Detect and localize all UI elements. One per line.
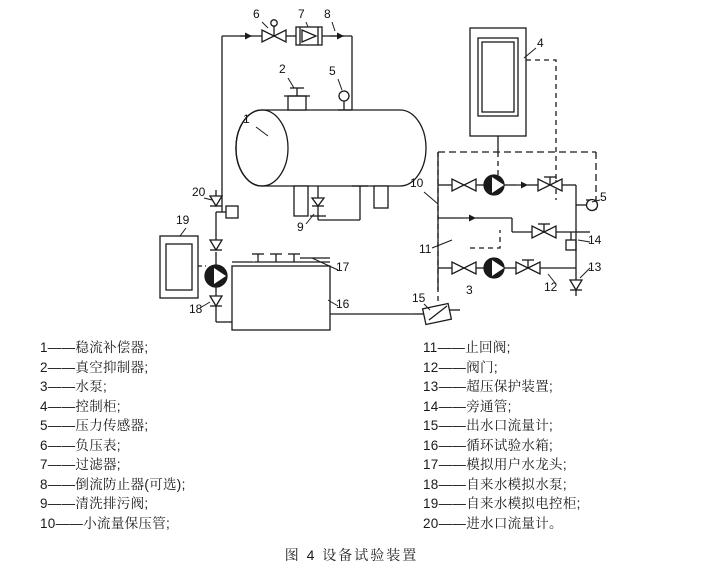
simulated-user-taps-17 (232, 254, 330, 262)
legend-item: 18——自来水模拟水泵; (423, 476, 567, 492)
legend-item: 7——过滤器; (40, 457, 121, 472)
bypass-fitting (566, 240, 576, 250)
callout-2: 2 (279, 62, 286, 76)
callout-20: 20 (192, 185, 206, 199)
stabilizer-compensator-tank-1 (236, 110, 426, 186)
simulated-tap-water-pump-18 (205, 265, 227, 287)
legend-item: 15——出水口流量计; (423, 418, 554, 433)
overpressure-protection-13 (570, 268, 582, 296)
legend-item: 13——超压保护装置; (423, 379, 554, 394)
callout-5-tank: 5 (329, 64, 336, 78)
circulation-test-water-tank-16 (232, 266, 330, 330)
callout-9: 9 (297, 220, 304, 234)
flow-arrow-mid (462, 215, 476, 222)
callout-6: 6 (253, 7, 260, 21)
legend-item: 11——止回阀; (423, 340, 511, 355)
legend-item: 9——清洗排污阀; (40, 496, 149, 511)
inlet-flow-meter-20 (210, 190, 238, 218)
control-cabinet-4 (470, 28, 526, 136)
filter-7 (296, 27, 322, 45)
vacuum-suppressor-2 (284, 88, 310, 110)
legend-item: 16——循环试验水箱; (423, 437, 554, 453)
callout-17: 17 (336, 260, 350, 274)
legend-item: 8——倒流防止器(可选); (40, 476, 186, 492)
valve-12-lower (516, 260, 540, 274)
valve-6-negative-pressure-gauge (262, 20, 286, 42)
callout-14: 14 (588, 233, 602, 247)
callout-19: 19 (176, 213, 190, 227)
callout-1: 1 (243, 112, 250, 126)
valve-bypass-14 (532, 224, 556, 238)
callout-15: 15 (412, 291, 426, 305)
legend-item: 2——真空抑制器; (40, 359, 149, 375)
legend-item: 6——负压表; (40, 437, 121, 453)
callout-16: 16 (336, 297, 350, 311)
callout-5-right: 5 (600, 190, 607, 204)
legend-item: 5——压力传感器; (40, 418, 149, 433)
legend-item: 3——水泵; (40, 379, 108, 394)
legend-item: 10——小流量保压管; (40, 515, 171, 531)
legend-item: 4——控制柜; (40, 398, 121, 414)
check-valve-11-upper (452, 179, 476, 191)
legend-item: 14——旁通管; (423, 398, 512, 414)
legend-item: 1——稳流补偿器; (40, 340, 149, 355)
callout-11: 11 (419, 242, 432, 256)
callout-8: 8 (324, 7, 331, 21)
cleaning-drain-valve-9 (310, 186, 326, 216)
legend-item: 19——自来水模拟电控柜; (423, 496, 581, 511)
pump-skid-boundary (438, 152, 596, 210)
legend-item: 12——阀门; (423, 359, 498, 375)
outlet-flow-meter-15 (414, 303, 460, 324)
valve-18-upper (210, 232, 222, 250)
callout-13: 13 (588, 260, 602, 274)
tank-supports (294, 186, 388, 216)
callout-3: 3 (466, 283, 473, 297)
pump-3-upper (484, 175, 504, 195)
callout-12: 12 (544, 280, 558, 294)
flow-arrow-8 (330, 33, 344, 40)
pressure-sensor-5-tank (338, 91, 352, 110)
legend-column-right (423, 338, 581, 533)
legend (0, 338, 703, 538)
figure-caption: 图 4 设备试验装置 (284, 547, 419, 563)
flow-arrow-upper (516, 182, 528, 189)
pump-3-lower (484, 258, 504, 278)
callout-4: 4 (537, 36, 544, 50)
simulated-water-control-cabinet-19 (160, 236, 198, 298)
flow-arrow-inlet (240, 33, 252, 40)
check-valve-11-lower (452, 262, 476, 274)
legend-item: 20——进水口流量计。 (423, 515, 563, 531)
callout-18: 18 (189, 302, 203, 316)
legend-column-left (40, 338, 186, 533)
callout-10: 10 (410, 176, 424, 190)
valve-18-lower (210, 296, 222, 316)
valve-12-upper (538, 177, 562, 191)
legend-item: 17——模拟用户水龙头; (423, 457, 567, 472)
callout-7: 7 (298, 7, 305, 21)
